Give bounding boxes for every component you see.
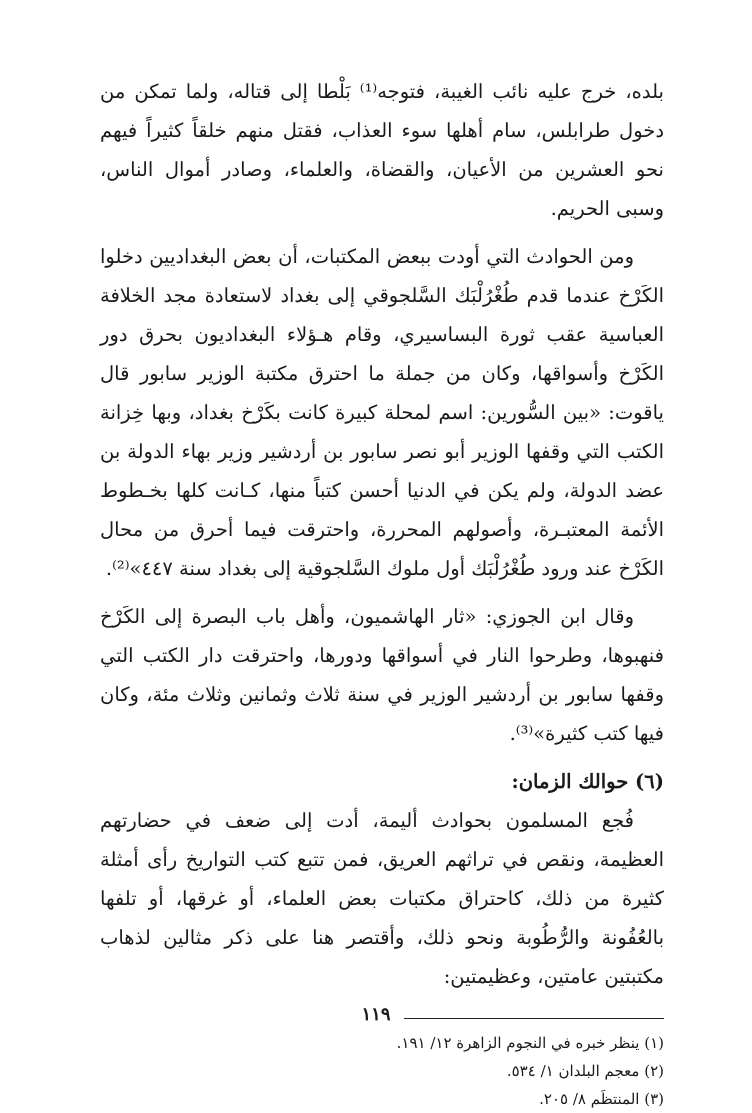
footnote-1: (١) ينظر خبره في النجوم الزاهرة ١٢/ ١٩١.: [396, 1034, 664, 1052]
paragraph-2: ومن الحوادث التي أودت ببعض المكتبات، أن بعض البغداديين دخلوا الكَرْخ عندما قدم طُغْرُلْبَك السَّلجوقي إلى بغداد لاستعادة مجد الخلافة العباسية عقب ثورة البساسيري، وقام هـؤلاء البغداديون بحرق دور الكَرْخ وأسواقها، وكان من جملة ما احترق مكتبة الوزير سابور قال ياقوت: «بين السُّورين: اسم لمحلة كبيرة كانت بكَرْخ بغداد، وبها خِزانة الكتب التي وقفها الوزير أبو نصر سابور بن أردشير وزير بهاء الدولة بن عضد الدولة، ولم يكن في الدنيا أحسن كتباً منها، كـانت كلها بخـطوط الأئمة المعتبـرة، وأصولهم المحررة، واحترقت فيما أحرق من محال الكَرْخ عند ورود طُغْرُلْبَك أول ملوك السَّلجوقية إلى بغداد سنة ٤٤٧»⁽²⁾.: [100, 245, 664, 580]
section-body: فُجع المسلمون بحوادث أليمة، أدت إلى ضعف في حضارتهم العظيمة، ونقص في تراثهم العريق، فمن تتبع كتب التواريخ رأى أمثلة كثيرة من ذلك، كاحتراق مكتبات بعض العلماء، أو غرقها، أو تلفها بالعُفُونة والرُّطُوبة ونحو ذلك، وأقتصر هنا على ذكر مثالين لذهاب مكتبتين عامتين، وعظيمتين:: [100, 809, 664, 988]
paragraph-3: وقال ابن الجوزي: «ثار الهاشميون، وأهل باب البصرة إلى الكَرْخ فنهبوها، وطرحوا النار في أسواقها ودورها، واحترقت دار الكتب التي وقفها سابور بن أردشير الوزير في سنة ثلاث وثمانين وثلاث مئة، وكان فيها كتب كثيرة»⁽³⁾.: [100, 605, 664, 745]
section-heading: (٦) حوالك الزمان:: [511, 770, 664, 793]
paragraph-1: بلده، خرج عليه نائب الغيبة، فتوجه⁽¹⁾ بَلْطا إلى قتاله، ولما تمكن من دخول طرابلس، سام أهلها سوء العذاب، فقتل منهم خلقاً كثيراً فيهم نحو العشرين من الأعيان، والقضاة، والعلماء، وصادر أموال الناس، وسبى الحريم.: [100, 80, 664, 220]
footnote-3: (٣) المنتظَم ٨/ ٢٠٥.: [539, 1090, 664, 1108]
footnote-2: (٢) معجم البلدان ١/ ٥٣٤.: [506, 1062, 664, 1080]
page-number: ١١٩: [361, 1004, 391, 1025]
